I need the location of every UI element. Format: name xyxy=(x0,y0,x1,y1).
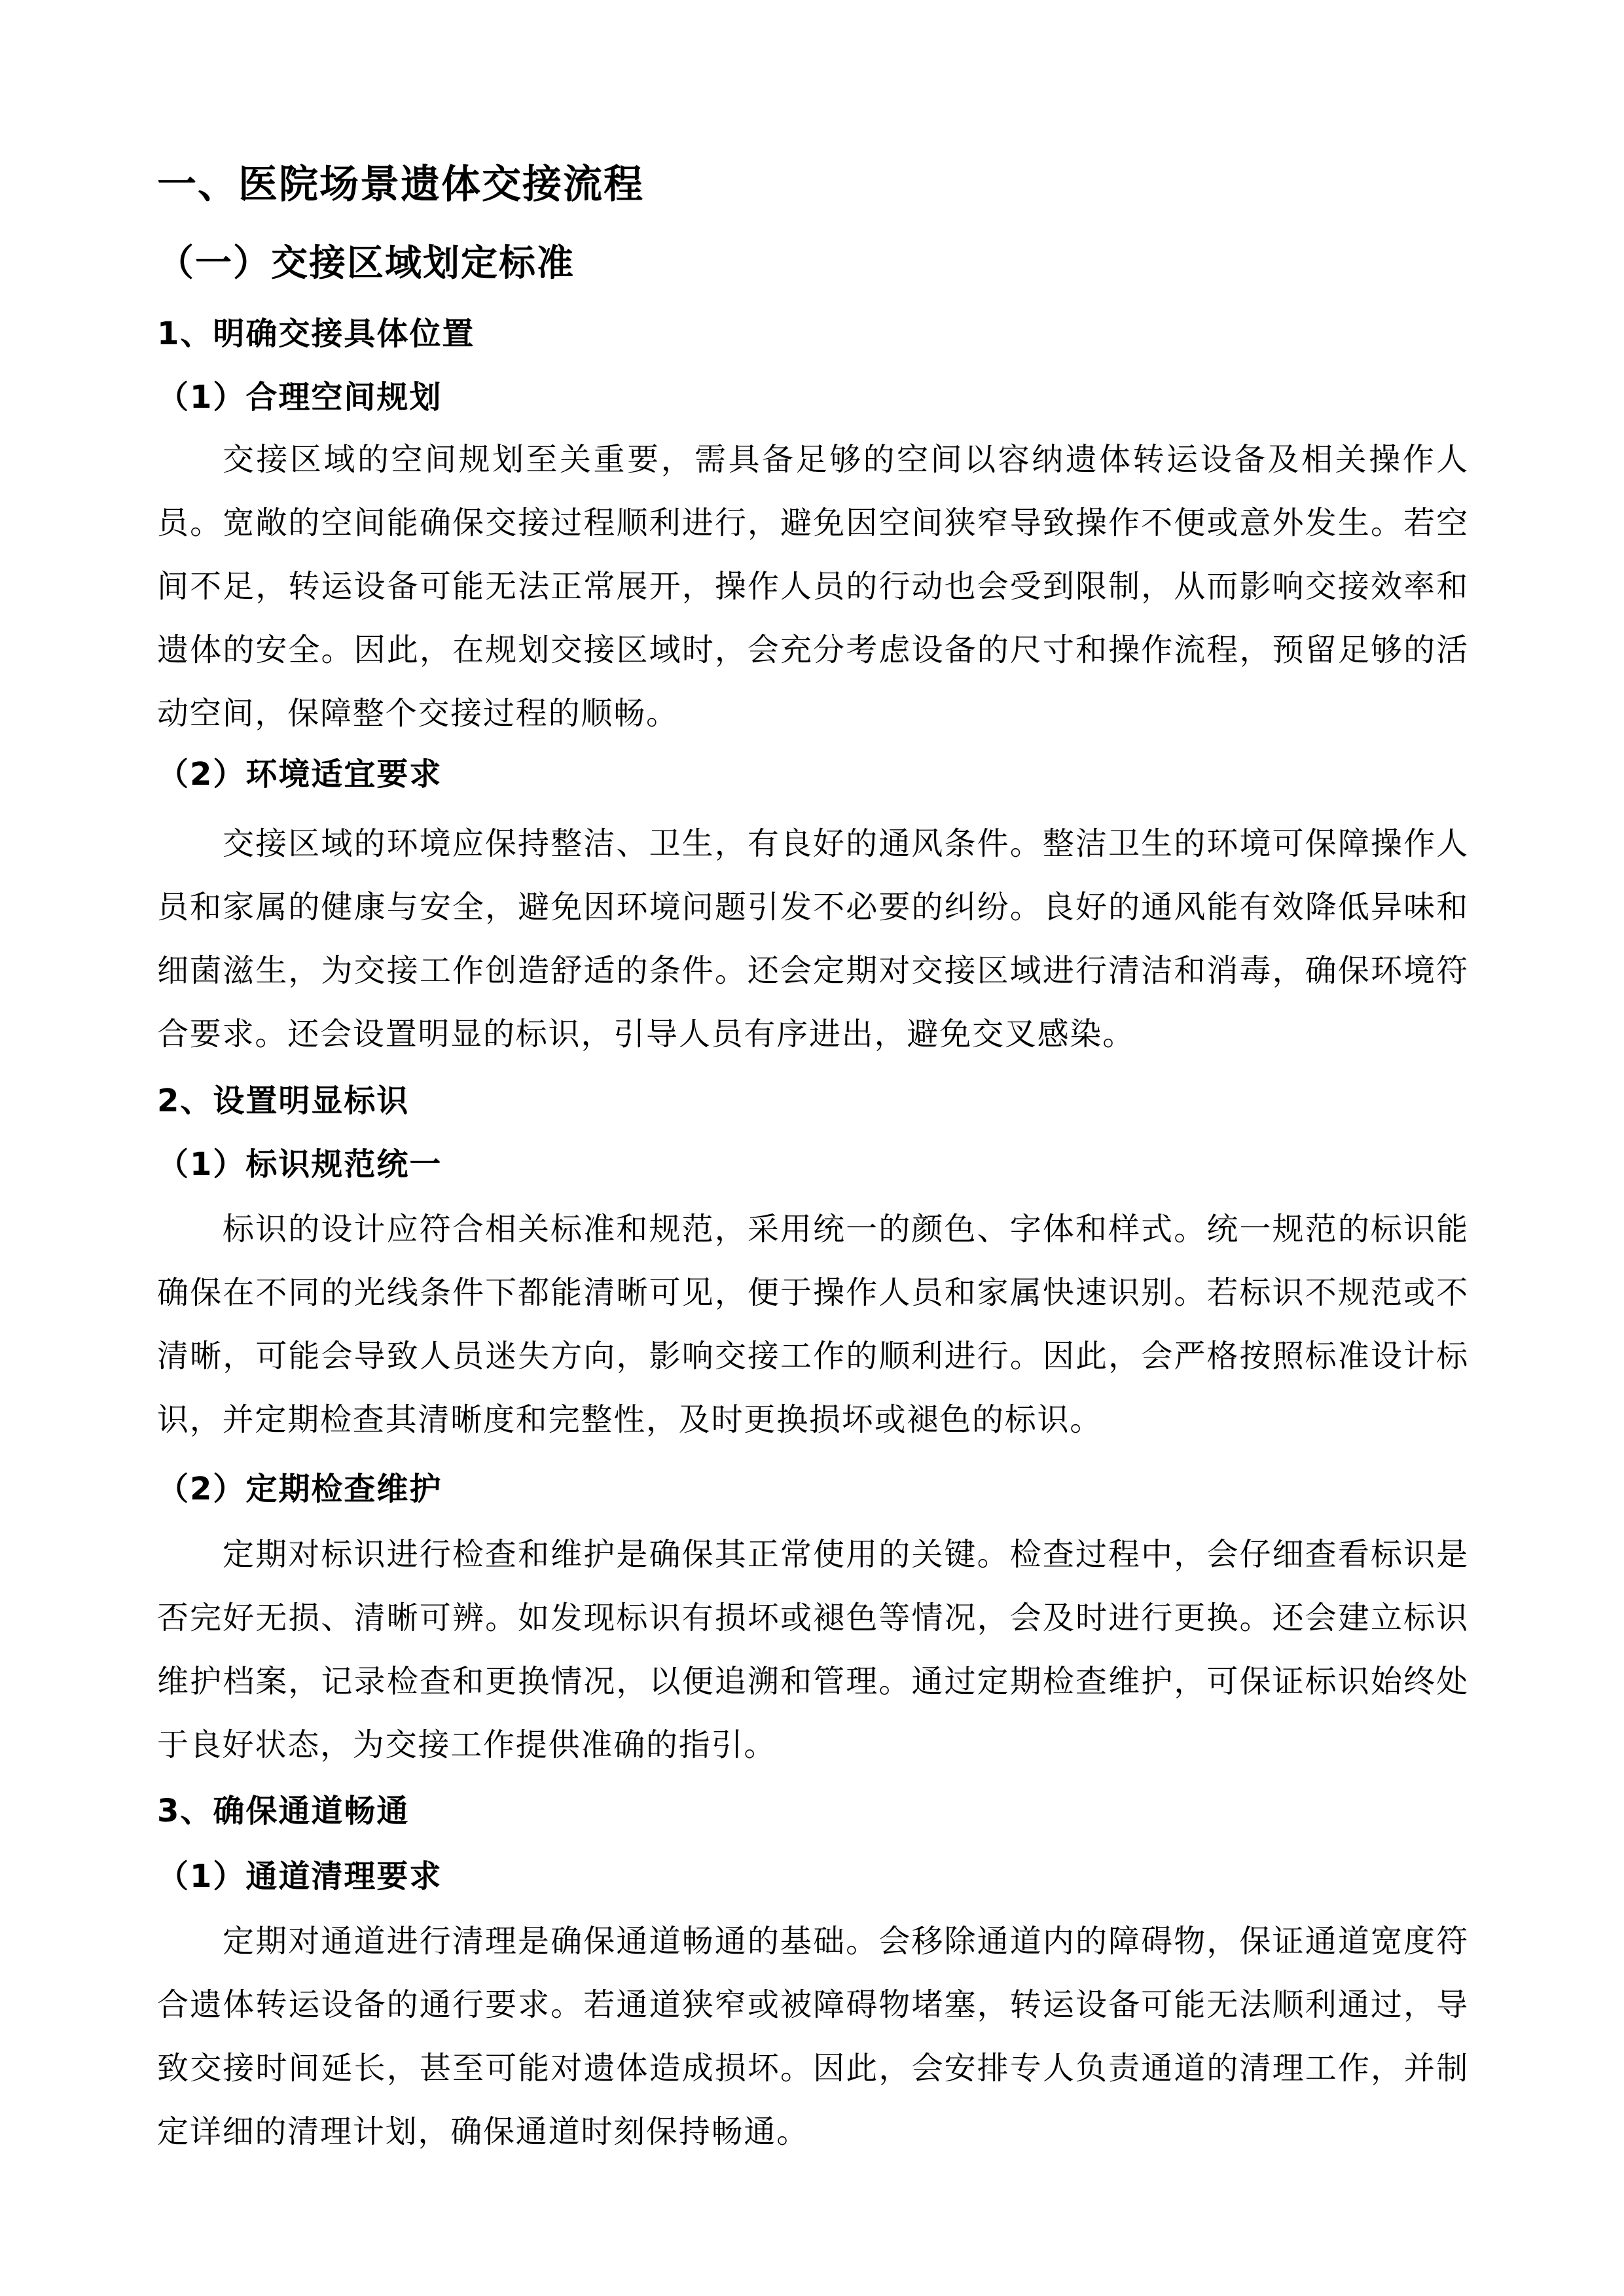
item-title-environment: （2）环境适宜要求 xyxy=(157,756,442,793)
paragraph-sign-maintenance: 定期对标识进行检查和维护是确保其正常使用的关键。检查过程中，会仔细查看标识是否完好无损、清晰可辨。如发现标识有损坏或褪色等情况，会及时进行更换。还会建立标识维护档案，记录检查和更换情况，以便追溯和管理。通过定期检查维护，可保证标识始终处于良好状态，为交接工作提供准确的指引。 xyxy=(157,1536,1469,1763)
subsection-title-1: 1、明确交接具体位置 xyxy=(157,315,475,352)
item-title-passage-cleaning: （1）通道清理要求 xyxy=(157,1858,442,1895)
paragraph-sign-standard: 标识的设计应符合相关标准和规范，采用统一的颜色、字体和样式。统一规范的标识能确保在不同的光线条件下都能清晰可见，便于操作人员和家属快速识别。若标识不规范或不清晰，可能会导致人员迷失方向，影响交接工作的顺利进行。因此，会严格按照标准设计标识，并定期检查其清晰度和完整性，及时更换损坏或褪色的标识。 xyxy=(157,1211,1469,1438)
item-title-space-planning: （1）合理空间规划 xyxy=(157,379,442,416)
subsection-title-3: 3、确保通道畅通 xyxy=(157,1793,410,1829)
chapter-title: 一、医院场景遗体交接流程 xyxy=(157,162,644,207)
subsection-title-2: 2、设置明显标识 xyxy=(157,1083,410,1119)
paragraph-space-planning: 交接区域的空间规划至关重要，需具备足够的空间以容纳遗体转运设备及相关操作人员。宽敞的空间能确保交接过程顺利进行，避免因空间狭窄导致操作不便或意外发生。若空间不足，转运设备可能无法正常展开，操作人员的行动也会受到限制，从而影响交接效率和遗体的安全。因此，在规划交接区域时，会充分考虑设备的尺寸和操作流程，预留足够的活动空间，保障整个交接过程的顺畅。 xyxy=(157,441,1469,732)
item-title-sign-standard: （1）标识规范统一 xyxy=(157,1146,442,1183)
section-title: （一）交接区域划定标准 xyxy=(157,242,575,285)
item-title-sign-maintenance: （2）定期检查维护 xyxy=(157,1471,442,1507)
paragraph-environment: 交接区域的环境应保持整洁、卫生，有良好的通风条件。整洁卫生的环境可保障操作人员和家属的健康与安全，避免因环境问题引发不必要的纠纷。良好的通风能有效降低异味和细菌滋生，为交接工作创造舒适的条件。还会定期对交接区域进行清洁和消毒，确保环境符合要求。还会设置明显的标识，引导人员有序进出，避免交叉感染。 xyxy=(157,825,1469,1052)
paragraph-passage-cleaning: 定期对通道进行清理是确保通道畅通的基础。会移除通道内的障碍物，保证通道宽度符合遗体转运设备的通行要求。若通道狭窄或被障碍物堵塞，转运设备可能无法顺利通过，导致交接时间延长，甚至可能对遗体造成损坏。因此，会安排专人负责通道的清理工作，并制定详细的清理计划，确保通道时刻保持畅通。 xyxy=(157,1923,1469,2150)
